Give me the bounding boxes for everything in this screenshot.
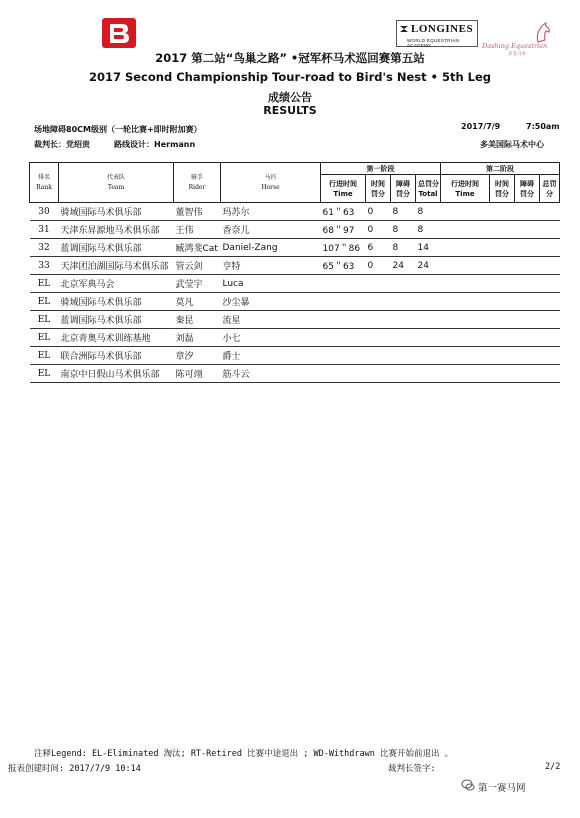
academy-name: Dashing Equestrian [482,42,548,50]
header-time-2: 行进时间 Time [441,175,490,203]
rank-cell: EL [37,350,51,361]
phase2-time-cell [441,365,490,383]
rider-cell: 董智伟 [175,208,203,218]
title-chinese: 2017 第二站“鸟巢之路” •冠军杯马术巡回赛第五站 [155,51,425,65]
time-cell [321,311,366,329]
header-total: 总罚分 Total [416,175,441,203]
course-designer: 路线设计：Hermann [114,140,196,149]
rank-cell: EL [37,332,51,343]
header-phase1: 第一阶段 [321,163,441,175]
horse-cell: 玛苏尔 [222,208,250,218]
team-cell: 南京中日假山马术俱乐部 [60,370,160,380]
header-jump-penalty-2: 障碍罚分 [515,175,540,203]
rank-cell: EL [37,368,51,379]
title-english: 2017 Second Championship Tour-road to Bird's Nest • 5th Leg [88,70,492,84]
time-cell [321,329,366,347]
phase2-total-cell [540,329,560,347]
team-cell: 天津东昇源地马术俱乐部 [60,226,160,236]
total-cell [416,365,441,383]
table-row [30,347,560,365]
rider-cell: 管云剑 [175,262,203,272]
horse-cell: 沙尘暴 [222,298,250,308]
phase2-time-cell [441,347,490,365]
phase2-tpen-cell [490,275,515,293]
rank-cell: 32 [38,242,50,253]
time-penalty-cell: 6 [367,242,374,253]
header-rider: 骑手 Rider [174,163,221,203]
phase2-total-cell [540,293,560,311]
time-penalty-cell [366,311,391,329]
rank-cell: 33 [38,260,50,271]
event-time: 7:50am [526,122,560,131]
academy-cn: 多美马术 [508,52,526,57]
total-cell [416,329,441,347]
horse-cell: 爵士 [222,352,241,362]
phase2-time-cell [441,257,490,275]
phase2-tpen-cell [490,329,515,347]
phase2-tpen-cell [490,239,515,257]
rider-cell: 臧鸿斐Cat [175,244,218,254]
judge-signature: 裁判长签字: [388,764,436,774]
horse-cell: 筋斗云 [222,370,250,380]
header-time: 行进时间 Time [321,175,366,203]
horse-cell: 流星 [222,316,241,326]
results-heading-cn: 成绩公告 [268,91,312,104]
phase2-tpen-cell [490,221,515,239]
table-row [30,275,560,293]
chat-bubble-icon [461,778,475,792]
table-row [30,239,560,257]
phase2-tpen-cell [490,311,515,329]
results-heading-en: RESULTS [263,104,317,117]
phase2-jpen-cell [515,329,540,347]
header-team: 代表队 Team [59,163,174,203]
phase2-jpen-cell [515,311,540,329]
jump-penalty-cell [391,311,416,329]
jump-penalty-cell [391,347,416,365]
table-row [30,203,560,221]
time-cell: 107＂86 [322,244,361,254]
team-cell: 北京军典马会 [60,280,115,290]
time-penalty-cell [366,365,391,383]
sponsor-sub: WORLD EQUESTRIAN ACADEMY [407,38,460,48]
time-penalty-cell: 0 [367,206,374,217]
total-cell [416,293,441,311]
rider-cell: 刘磊 [175,334,194,344]
phase2-total-cell [540,203,560,221]
phase2-jpen-cell [515,275,540,293]
rider-cell: 陈可翊 [175,370,203,380]
horse-cell: 香奈儿 [222,226,250,236]
total-cell [416,347,441,365]
event-class: 场地障碍80CM级别（一轮比赛+即时附加赛） [34,125,202,134]
table-row [30,311,560,329]
phase2-tpen-cell [490,347,515,365]
total-cell: 24 [417,260,429,271]
header-horse: 马匹 Horse [221,163,321,203]
total-cell: 8 [417,206,424,217]
phase2-jpen-cell [515,347,540,365]
chief-judge: 裁判长：党绍贵 [34,140,90,149]
phase2-time-cell [441,275,490,293]
rank-cell: EL [37,314,51,325]
time-penalty-cell: 0 [367,260,374,271]
total-cell [416,275,441,293]
rank-cell: 30 [38,206,50,217]
total-cell: 8 [417,224,424,235]
sponsor-brand: LONGINES [411,23,474,35]
horse-cell: 小七 [222,334,241,344]
report-created: 报表创建时间: 2017/7/9 10:14 [8,764,141,774]
phase2-tpen-cell [490,203,515,221]
time-penalty-cell [366,275,391,293]
results-table [29,162,560,383]
time-cell: 61＂63 [322,208,355,218]
b-logo-icon [102,18,136,48]
page-number: 2/2 [545,762,561,772]
time-penalty-cell: 0 [367,224,374,235]
jump-penalty-cell [391,275,416,293]
phase2-total-cell [540,347,560,365]
rider-cell: 王伟 [175,226,194,236]
phase2-jpen-cell [515,221,540,239]
phase2-time-cell [441,239,490,257]
team-cell: 天津团泊湖国际马术俱乐部 [60,262,169,272]
jump-penalty-cell: 8 [392,224,399,235]
time-penalty-cell [366,293,391,311]
jump-penalty-cell [391,329,416,347]
time-cell [321,365,366,383]
phase2-time-cell [441,203,490,221]
phase2-jpen-cell [515,203,540,221]
rank-cell: EL [37,296,51,307]
phase2-total-cell [540,365,560,383]
team-cell: 蓝调国际马术俱乐部 [60,316,142,326]
jump-penalty-cell [391,293,416,311]
horse-cell: 亨特 [222,262,241,272]
wing-hourglass-icon [399,24,409,34]
table-row [30,293,560,311]
phase2-tpen-cell [490,257,515,275]
phase2-tpen-cell [490,293,515,311]
jump-penalty-cell: 24 [392,260,404,271]
time-cell [321,275,366,293]
team-cell: 骑域国际马术俱乐部 [60,298,142,308]
venue: 多美国际马术中心 [480,140,544,149]
phase2-total-cell [540,257,560,275]
organizer-logo [102,18,136,48]
header-rank: 排名 Rank [30,163,59,203]
watermark: 第一赛马网 [478,783,526,794]
jump-penalty-cell [391,365,416,383]
phase2-total-cell [540,311,560,329]
total-cell [416,311,441,329]
phase2-total-cell [540,221,560,239]
team-cell: 蓝调国际马术俱乐部 [60,244,142,254]
rider-cell: 莫凡 [175,298,194,308]
horse-cell: Luca [222,278,244,289]
phase2-jpen-cell [515,257,540,275]
sponsor-logo [396,20,478,47]
header-phase2: 第二阶段 [441,163,560,175]
rider-cell: 武莹宇 [175,280,203,290]
phase2-tpen-cell [490,365,515,383]
time-cell: 65＂63 [322,262,355,272]
header-time-penalty-2: 时间罚分 [490,175,515,203]
phase2-time-cell [441,329,490,347]
rank-cell: 31 [38,224,50,235]
header-time-penalty: 时间罚分 [366,175,391,203]
jump-penalty-cell: 8 [392,242,399,253]
team-cell: 骑域国际马术俱乐部 [60,208,142,218]
team-cell: 联合洲际马术俱乐部 [60,352,142,362]
rider-cell: 秦昆 [175,316,194,326]
time-cell [321,293,366,311]
time-cell: 68＂97 [322,226,355,236]
phase2-jpen-cell [515,365,540,383]
phase2-jpen-cell [515,293,540,311]
jump-penalty-cell: 8 [392,206,399,217]
phase2-time-cell [441,221,490,239]
horse-cell: Daniel-Zang [222,242,278,253]
phase2-jpen-cell [515,239,540,257]
table-row [30,257,560,275]
team-cell: 北京青奥马术训练基地 [60,334,151,344]
legend-note: 注释Legend: EL-Eliminated 淘汰; RT-Retired 比赛中途退出 ; WD-Withdrawn 比赛开始前退出 。 [34,749,454,759]
time-penalty-cell [366,347,391,365]
header-total-2: 总罚分 [540,175,560,203]
event-date: 2017/7/9 [461,122,501,131]
time-cell [321,347,366,365]
table-row [30,365,560,383]
phase2-total-cell [540,275,560,293]
phase2-total-cell [540,239,560,257]
table-row [30,329,560,347]
horse-head-icon [530,20,554,44]
rank-cell: EL [37,278,51,289]
phase2-time-cell [441,293,490,311]
time-penalty-cell [366,329,391,347]
total-cell: 14 [417,242,429,253]
table-row [30,221,560,239]
phase2-time-cell [441,311,490,329]
header-jump-penalty: 障碍罚分 [391,175,416,203]
rider-cell: 章汐 [175,352,194,362]
